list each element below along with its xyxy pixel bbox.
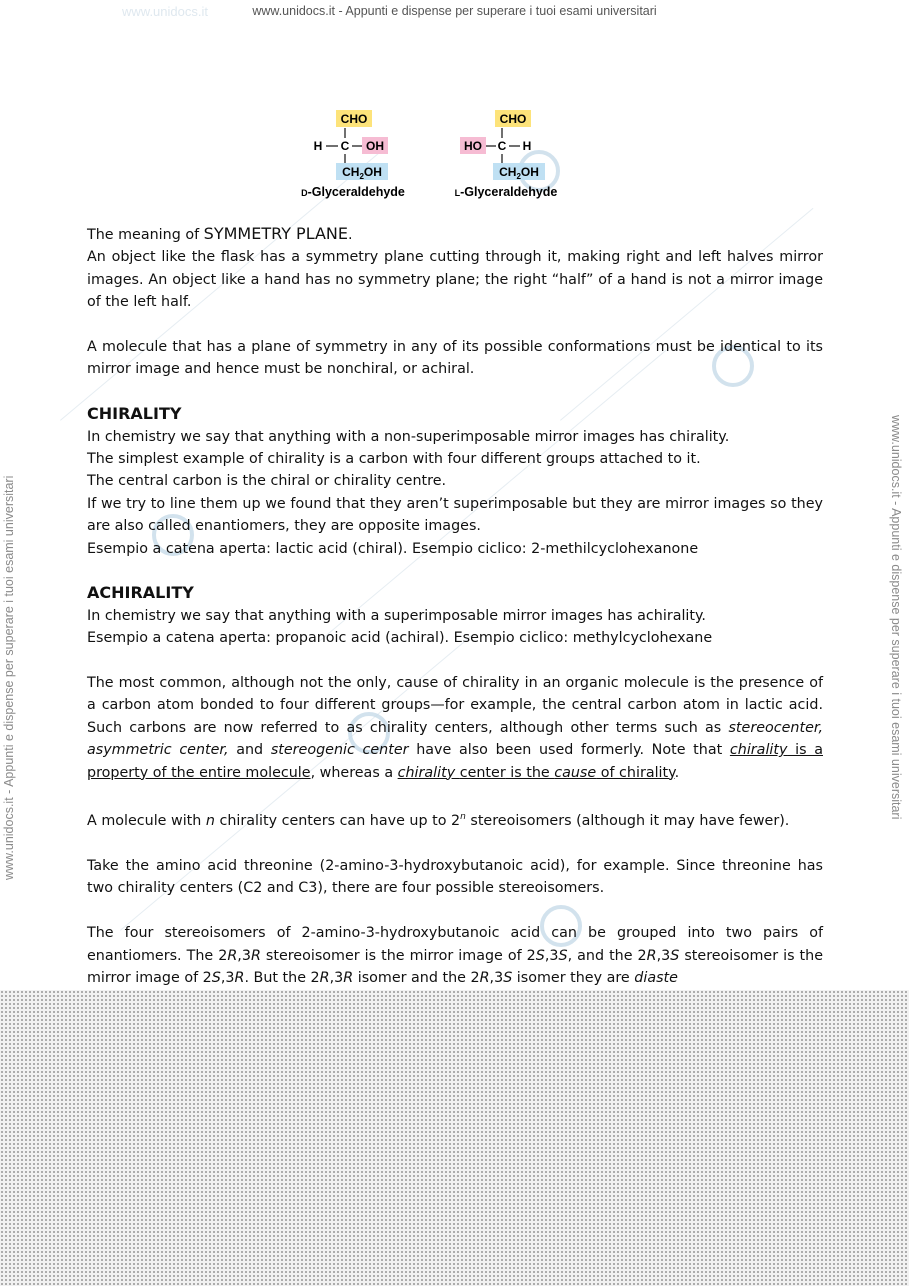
- document-body: [87, 223, 823, 989]
- site-header-text: www.unidocs.it - Appunti e dispense per superare i tuoi esami universitari: [252, 4, 657, 18]
- d-c-label: C: [340, 139, 350, 153]
- d-oh-label: OH: [366, 139, 384, 153]
- chirality-line-5: Esempio a catena aperta: lactic acid (chiral). Esempio ciclico: 2-methilcyclohexanone: [87, 540, 699, 557]
- d-glyceraldehyde-structure: [301, 110, 405, 199]
- glyceraldehyde-diagram: [290, 105, 590, 210]
- watermark-vertical-right: www.unidocs.it - Appunti e dispense per superare i tuoi esami universitari: [889, 415, 903, 820]
- symmetry-paragraph-2: A molecule that has a plane of symmetry in any of its possible conformations must be identical to its mirror image and hence must be nonchiral, or achiral.: [87, 339, 823, 378]
- l-glyceraldehyde-structure: [455, 110, 558, 199]
- l-c-label: C: [497, 139, 507, 153]
- l-h-label: H: [522, 139, 532, 153]
- chirality-cause-paragraph: The most common, although not the only, cause of chirality in an organic molecule is the presence of a carbon atom bonded to four different groups—for example, the central carbon atom in lactic acid. Such carbons are now referred to as chirality centers, although other terms such as stereocenter, asymmetric center, and stereogenic center have also been used formerly. Note that chirality is a property of the entire molecule, whereas a chirality center is the cause of chirality.: [87, 675, 823, 781]
- underline-chirality-property: chirality is a property of the entire molecule: [87, 742, 823, 781]
- l-glyceraldehyde-name: L-Glyceraldehyde: [454, 185, 558, 199]
- underline-chirality-center: chirality center is the cause of chirality: [397, 764, 675, 781]
- chirality-line-3: The central carbon is the chiral or chirality centre.: [87, 473, 447, 490]
- achirality-line-1: In chemistry we say that anything with a superimposable mirror images has achirality.: [87, 607, 706, 624]
- watermark-faint: www.unidocs.it: [122, 4, 208, 19]
- preview-cutoff-overlay: [0, 990, 909, 1286]
- stereoisomers-paragraph: The four stereoisomers of 2-amino-3-hydroxybutanoic acid can be grouped into two pairs of enantiomers. The 2R,3R stereoisomer is the mirror image of 2S,3S, and the 2R,3S stereoisomer is the mirror image of 2S,3R. But the 2R,3R isomer and the 2R,3S isomer they are diaste: [87, 925, 824, 987]
- l-ch2oh-label: $CH_2OH$: [499, 165, 539, 181]
- watermark-vertical-left: www.unidocs.it - Appunti e dispense per superare i tuoi esami universitari: [2, 475, 16, 880]
- d-h-label: H: [313, 139, 323, 153]
- d-glyceraldehyde-name: D-Glyceraldehyde: [301, 185, 405, 199]
- chirality-line-1: In chemistry we say that anything with a non-superimposable mirror images has chirality.: [87, 428, 730, 445]
- threonine-paragraph: Take the amino acid threonine (2-amino-3-hydroxybutanoic acid), for example. Since threonine has two chirality centers (C2 and C3), there are four possible stereoisomers.: [87, 858, 823, 897]
- chirality-heading: CHIRALITY: [87, 404, 182, 424]
- achirality-line-2: Esempio a catena aperta: propanoic acid (achiral). Esempio ciclico: methylcyclohexane: [87, 630, 713, 647]
- l-cho-label: CHO: [499, 112, 527, 126]
- symmetry-plane-title: SYMMETRY PLANE: [203, 224, 348, 243]
- glyceraldehyde-figure: [290, 105, 590, 210]
- d-ch2oh-label: $CH_2OH$: [342, 165, 382, 181]
- l-ho-label: HO: [464, 139, 482, 153]
- symmetry-paragraph-1: An object like the flask has a symmetry plane cutting through it, making right and left halves mirror images. An object like a hand has no symmetry plane; the right “half” of a hand is not a mirror image of the left half.: [87, 249, 823, 311]
- symmetry-title-line: The meaning of SYMMETRY PLANE.: [87, 224, 353, 243]
- d-cho-label: CHO: [340, 112, 368, 126]
- achirality-heading: ACHIRALITY: [87, 583, 194, 603]
- chirality-line-4: If we try to line them up we found that they aren’t superimposable but they are mirror images so they are also called enantiomers, they are opposite images.: [87, 495, 823, 535]
- chirality-line-2: The simplest example of chirality is a carbon with four different groups attached to it.: [87, 451, 701, 468]
- n-centers-rule: A molecule with n chirality centers can have up to 2$^n$ stereoisomers (although it may have fewer).: [87, 812, 790, 830]
